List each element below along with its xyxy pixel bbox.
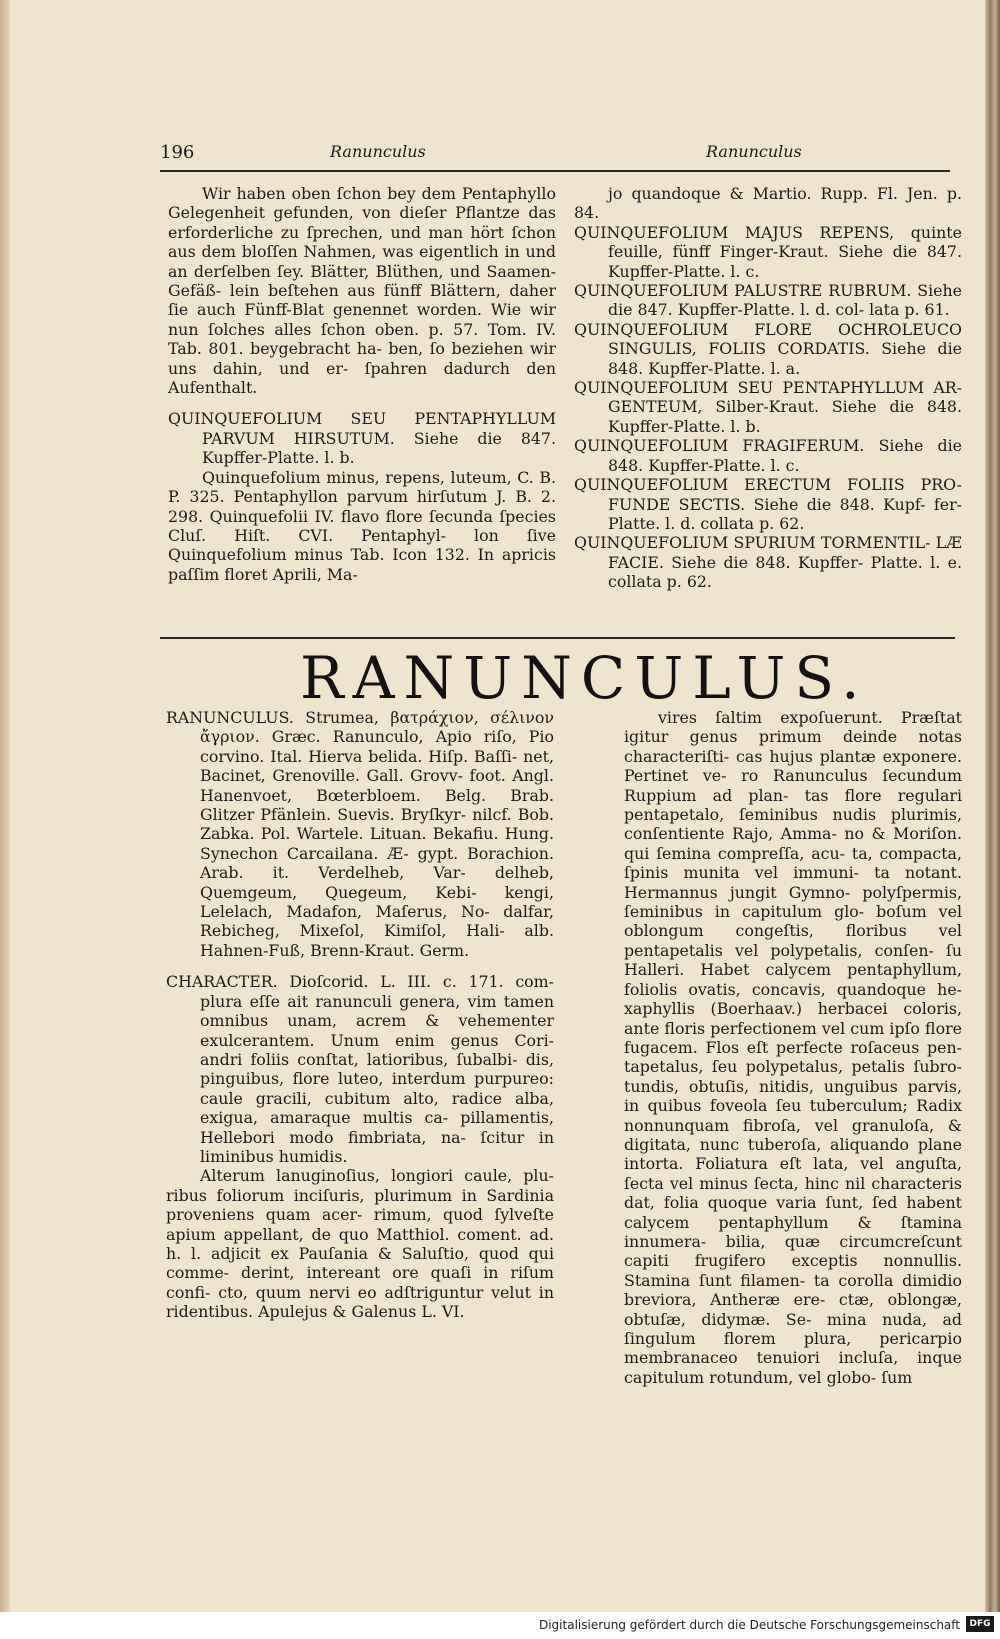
paragraph-synonyms: Quinquefolium minus, repens, luteum, C. B. P. 325. Pentaphyllon parvum hirſutum J. B. 2. 298. Quinquefolii IV. flavo flore ſecunda ſpecies Cluſ. Hiſt. CVI. Pentaphyl- lon ſive Quinquefolium minus Tab. Icon 132. In apricis paſſim floret Aprili, Ma- — [168, 467, 556, 584]
paragraph-alterum: Alterum lanuginoſius, longiori caule, plu- ribus foliorum inciſuris, plurimum in Sardinia proveniens quam acer- rimum, quod ſylveſte apium appellant, de quo Matthiol. coment. ad. h. l. adjicit ex Pauſania & Saluſtio, quod qui comme- derint, intereant ore quaſi in riſum confi- cto, quum nervi eo adſtriguntur velut in ridentibus. Apulejus & Galenus L. VI. — [166, 1166, 554, 1322]
entry-palustre-rubrum: QUINQUEFOLIUM PALUSTRE RUBRUM. Siehe die 847. Kupffer-Platte. l. d. col- lata p. 61. — [574, 281, 962, 320]
paragraph-character: CHARACTER. Dioſcorid. L. III. c. 171. com- plura eſſe ait ranunculi genera, vim tamen omnibus unam, acrem & vehementer exulcerantem. Unum enim genus Cori- andri foliis conſtat, latioribus, ſubalbi- dis, pinguibus, flore luteo, interdum purpureo: caule gracili, cubitum alto, radice alba, exigua, amaraque multis ca- pillamentis, Hellebori modo fimbriata, na- ſcitur in liminibus humidis. — [166, 972, 554, 1166]
book-gutter — [0, 0, 10, 1639]
entry-spurium: QUINQUEFOLIUM SPURIUM TORMENTIL- LÆ FACIE. Siehe die 848. Kupffer- Platte. l. e. collata p. 62. — [574, 533, 962, 592]
dfg-logo: DFG — [966, 1616, 994, 1632]
paragraph-continuation: jo quandoque & Martio. Rupp. Fl. Jen. p. 84. — [574, 184, 962, 223]
bottom-left-column — [166, 708, 554, 1322]
paragraph-intro: Wir haben oben ſchon bey dem Pentaphyllo Gelegenheit gefunden, von dieſer Pflantze das erforderliche zu ſprechen, und man hört ſchon aus dem bloſſen Nahmen, was eigentlich in und an derſelben ſey. Blätter, Blüthen, und Saamen-Gefäß- lein beſtehen aus fünff Blättern, daher ſie auch Fünff-Blat genennet worden. Wie wir nun ſolches alles ſchon oben. p. 57. Tom. IV. Tab. 801. beygebracht ha- ben, ſo beziehen wir uns dahin, und er- ſpahren dadurch den Aufenthalt. — [168, 184, 556, 398]
footer-bar — [0, 1612, 1000, 1639]
running-head-right: Ranunculus — [706, 142, 802, 161]
footer-credit: Digitalisierung gefördert durch die Deutsche Forschungsgemeinschaft — [538, 1618, 960, 1632]
paragraph-names: RANUNCULUS. Strumea, βατράχιον, σέλινον ἄγριον. Græc. Ranunculo, Apio riſo, Pio corvino. Ital. Hierva belida. Hiſp. Baſſi- net, Bacinet, Grenoville. Gall. Grovv- foot. Angl. Hanenvoet, Bœterbloem. Belg. Brab. Glitzer Pfänlein. Suevis. Bryſkyr- nilcf. Bob. Zabka. Pol. Wartele. Lituan. Bekafiu. Hung. Synechon Carcailana. Æ- gypt. Borachion. Arab. it. Verdelheb, Var- delheb, Quemgeum, Quegeum, Kebi- kengi, Lelelach, Madafon, Maſerus, No- dalfar, Rebicheg, Mixeſol, Kimiſol, Hali- alb. Hahnen-Fuß, Brenn-Kraut. Germ. — [166, 708, 554, 960]
entry-erectum: QUINQUEFOLIUM ERECTUM FOLIIS PRO- FUNDE SECTIS. Siehe die 848. Kupf- fer-Platte. l. d. collata p. 62. — [574, 475, 962, 533]
top-right-column — [574, 184, 962, 592]
entry-quinquefolium-parvum: QUINQUEFOLIUM SEU PENTAPHYLLUM PARVUM HIRSUTUM. Siehe die 847. Kupffer-Platte. l. b. — [168, 409, 556, 468]
section-title: RANUNCULUS. — [300, 644, 869, 712]
bottom-right-column — [624, 708, 962, 1387]
top-left-column — [168, 184, 556, 584]
entry-ochroleuco: QUINQUEFOLIUM FLORE OCHROLEUCO SINGULIS, FOLIIS CORDATIS. Siehe die 848. Kupffer-Platte. l. a. — [574, 319, 962, 378]
header-rule — [160, 170, 950, 172]
entry-fragiferum: QUINQUEFOLIUM FRAGIFERUM. Siehe die 848. Kupffer-Platte. l. c. — [574, 436, 962, 475]
running-head-left: Ranunculus — [330, 142, 426, 161]
page-number: 196 — [160, 142, 195, 163]
section-rule — [160, 637, 955, 639]
page-edge — [985, 0, 1000, 1612]
entry-argenteum: QUINQUEFOLIUM SEU PENTAPHYLLUM AR- GENTEUM, Silber-Kraut. Siehe die 848. Kupffer-Platte. l. b. — [574, 378, 962, 436]
paragraph-description: vires ſaltim expoſuerunt. Præſtat igitur genus primum deinde notas characteriſti- cas hujus plantæ exponere. Pertinet ve- ro Ranunculus ſecundum Ruppium ad plan- tas flore regulari pentapetalo, ſeminibus nudis plurimis, conſentiente Rajo, Amma- no & Moriſon. qui ſemina compreſſa, acu- ta, compacta, ſpinis munita vel immuni- ta notant. Hermannus jungit Gymno- polyſpermis, ſeminibus in capitulum glo- boſum vel oblongum congeſtis, floribus vel pentapetalis vel polypetalis, conſen- ſu Halleri. Habet calycem pentaphyllum, foliolis ovatis, concavis, quandoque he- xaphyllis (Boerhaav.) herbacei coloris, ante floris perfectionem vel cum ipſo flore fugacem. Flos eſt perfecte roſaceus pen- tapetalus, ſeu polypetalus, petalis ſubro- tundis, obtuſis, nitidis, unguibus parvis, in quibus foveola ſeu tuberculum; Radix nonnunquam fibroſa, vel granuloſa, & digitata, nunc tuberoſa, aliquando plane intorta. Foliatura eſt lata, vel anguſta, ſecta vel minus ſecta, hinc nil characteris dat, folia quoque varia ſunt, ſed habent calycem pentaphyllum & ſtamina innumera- bilia, quæ circumcreſcunt capiti frugifero exceptis nonnullis. Stamina ſunt filamen- ta corolla dimidio breviora, Antheræ ere- ctæ, oblongæ, obtuſæ, didymæ. Se- mina nuda, ad ſingulum florem plura, pericarpio membranaceo tenuiori incluſa, inque capitulum rotundum, vel globo- ſum — [624, 708, 962, 1387]
entry-majus-repens: QUINQUEFOLIUM MAJUS REPENS, quinte feuille, fünff Finger-Kraut. Siehe die 847. Kupffer-Platte. l. c. — [574, 222, 962, 281]
